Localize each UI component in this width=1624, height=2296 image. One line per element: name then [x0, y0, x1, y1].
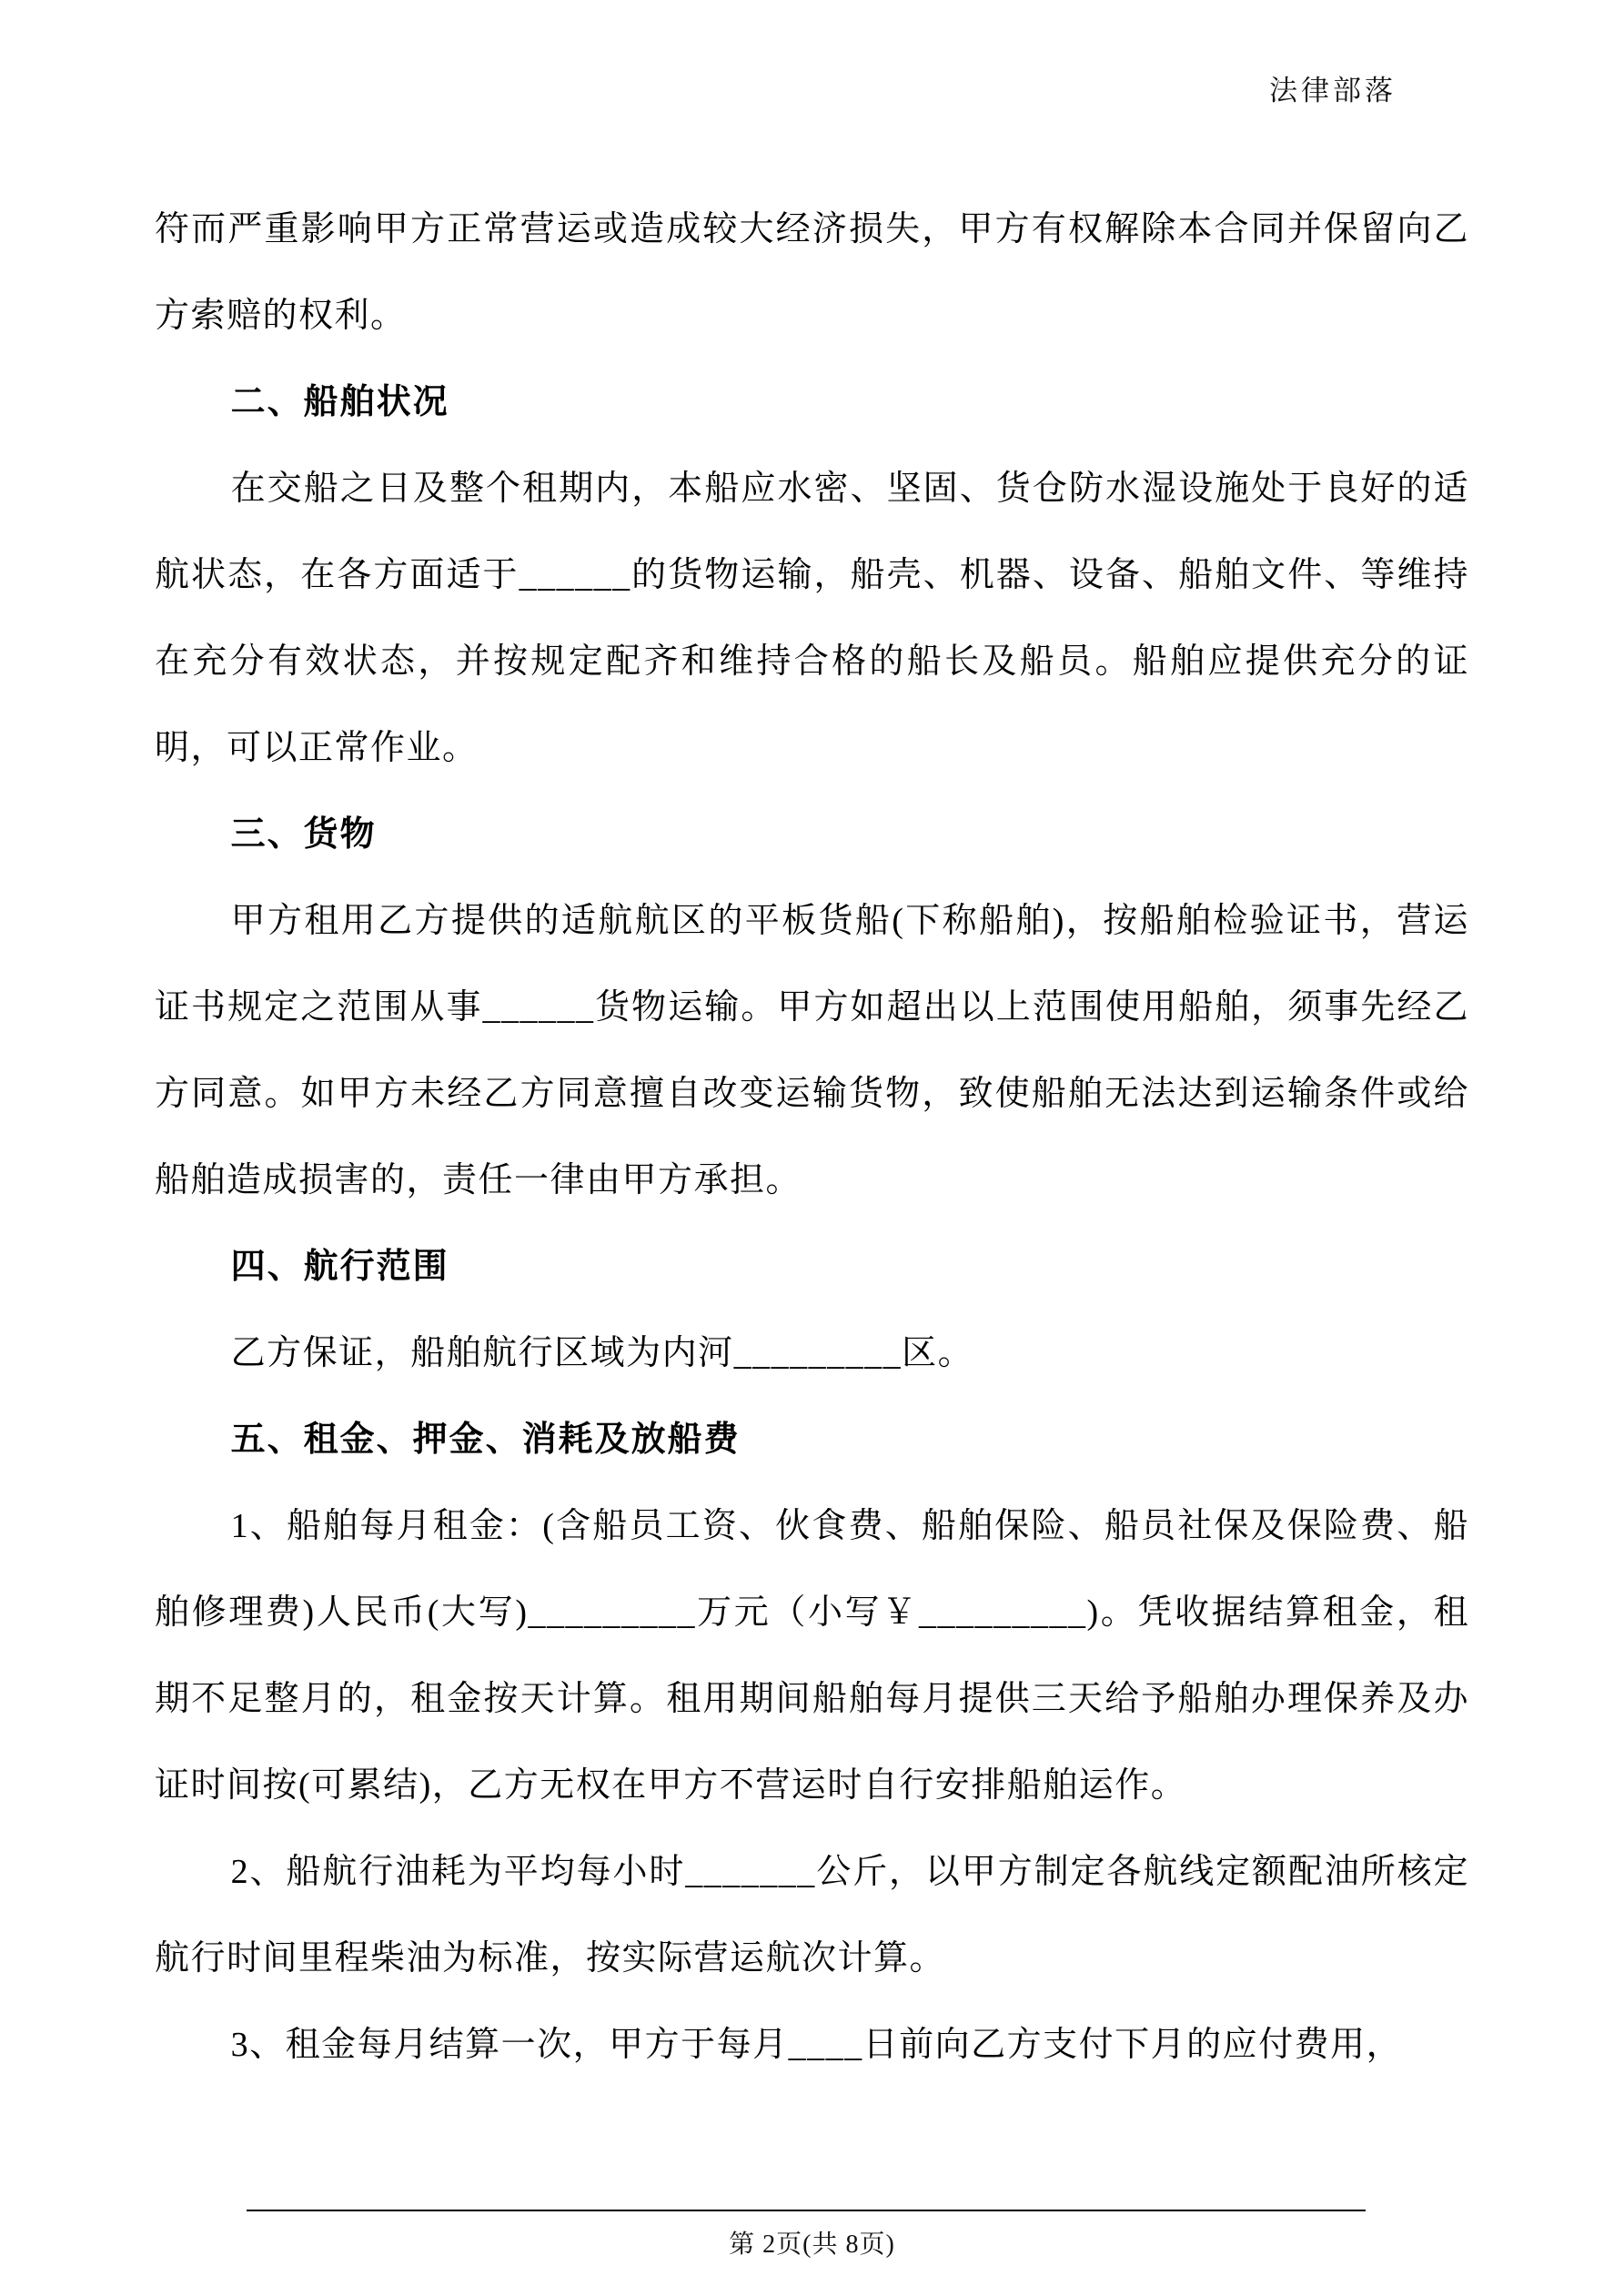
section-heading-navigation-range: 四、航行范围 [230, 1248, 449, 1286]
page-number-text: 第 2页(共 8页) [729, 2230, 895, 2259]
clause-navigation-range-paragraph: 乙方保证，船舶航行区域为内河_________区。 [230, 1334, 974, 1372]
clause-cargo-paragraph: 甲方租用乙方提供的适航航区的平板货船(下称船舶)，按船舶检验证书，营运证书规定之范围从事______货物运输。甲方如超出以上范围使用船舶，须事先经乙方同意。如甲方未经乙方同意擅自改变运输货物，致使船舶无法达到运输条件或给船舶造成损害的，责任一律由甲方承担。 [155, 902, 1469, 1199]
site-watermark: 法律部落 [1269, 75, 1397, 106]
section-heading-rent-deposit-fees: 五、租金、押金、消耗及放船费 [230, 1421, 741, 1459]
clause-continuation-paragraph: 符而严重影响甲方正常营运或造成较大经济损失，甲方有权解除本合同并保留向乙方索赔的权利。 [155, 210, 1469, 335]
section-heading-cargo: 三、货物 [230, 815, 377, 854]
clause-fuel-consumption-paragraph: 2、船航行油耗为平均每小时_______公斤，以甲方制定各航线定额配油所核定航行时间里程柴油为标准，按实际营运航次计算。 [155, 1853, 1469, 1977]
page-number-label [0, 2224, 1624, 2261]
footer-divider [247, 2210, 1366, 2211]
section-heading-ship-condition: 二、船舶状况 [230, 383, 449, 421]
clause-ship-condition-paragraph: 在交船之日及整个租期内，本船应水密、坚固、货仓防水湿设施处于良好的适航状态，在各方面适于______的货物运输，船壳、机器、设备、船舶文件、等维持在充分有效状态，并按规定配齐和维持合格的船长及船员。船舶应提供充分的证明，可以正常作业。 [155, 470, 1469, 767]
clause-rent-settlement-paragraph: 3、租金每月结算一次，甲方于每月____日前向乙方支付下月的应付费用， [230, 2026, 1403, 2064]
contract-body [155, 187, 1469, 2089]
clause-monthly-rent-paragraph: 1、船舶每月租金：(含船员工资、伙食费、船舶保险、船员社保及保险费、船舶修理费)人民币(大写)_________万元（小写￥_________)。凭收据结算租金，租期不足整月的，租金按天计算。租用期间船舶每月提供三天给予船舶办理保养及办证时间按(可累结)，乙方无权在甲方不营运时自行安排船舶运作。 [155, 1507, 1469, 1805]
